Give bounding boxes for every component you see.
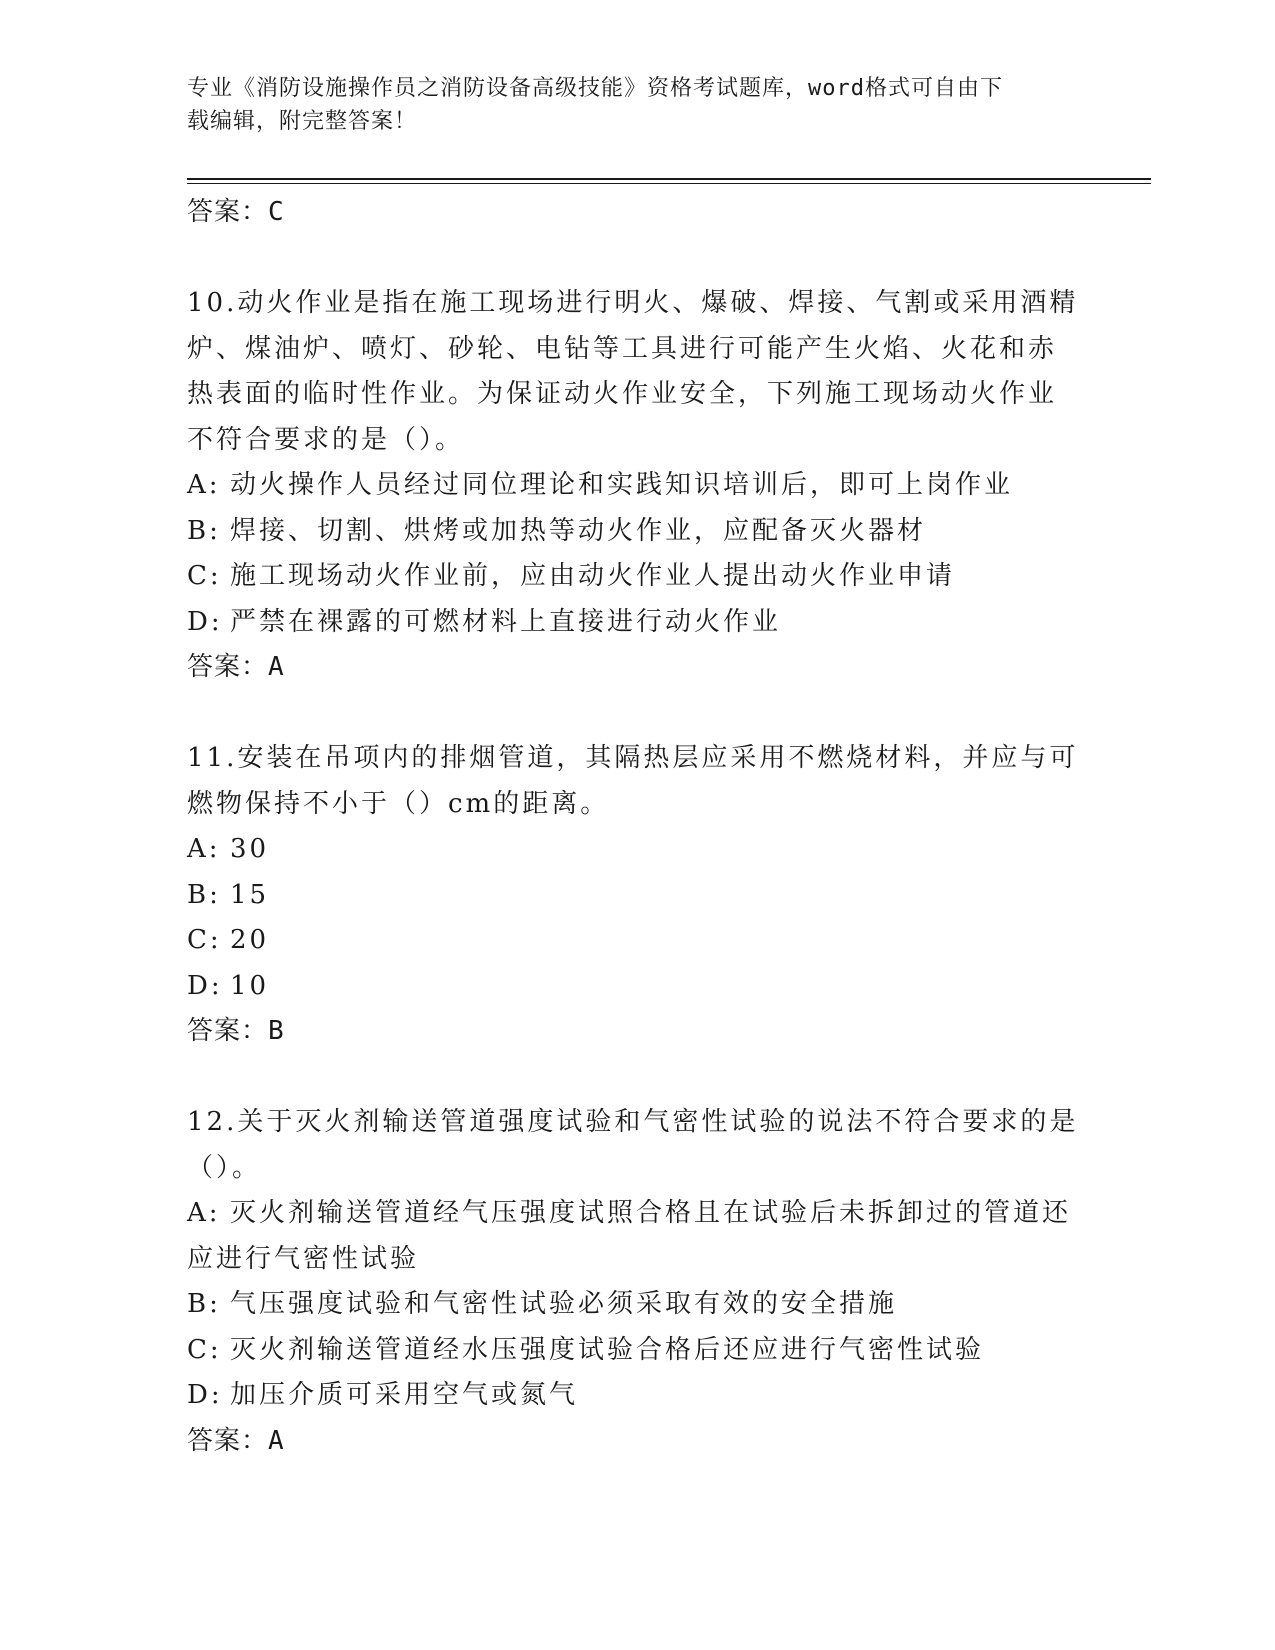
answer-label: 答案： [187, 197, 269, 227]
option-text: 气压强度试验和气密性试验必须采取有效的安全措施 [230, 1289, 898, 1319]
question-answer [187, 1009, 1087, 1055]
spacer [187, 236, 1087, 282]
answer-label: 答案： [187, 652, 269, 682]
previous-answer [187, 190, 1087, 236]
document-header [187, 72, 1067, 138]
question-text-line: 不符合要求的是（）。 [187, 424, 465, 455]
option-text: 加压介质可采用空气或氮气 [230, 1380, 579, 1410]
option-key: A: [187, 834, 221, 864]
answer-value: A [268, 652, 285, 682]
question-12 [187, 1100, 1087, 1464]
option-c [187, 554, 1087, 600]
question-text-line: 燃物保持不小于（）cm的距离。 [187, 788, 610, 819]
option-key: B: [187, 879, 221, 910]
answer-value: C [268, 197, 285, 227]
option-d [187, 600, 1087, 646]
option-a-continuation: 应进行气密性试验 [187, 1243, 420, 1274]
answer-value: A [268, 1425, 285, 1456]
header-divider-thin [187, 183, 1151, 184]
answer-label: 答案： [187, 1016, 269, 1046]
option-text: 20 [230, 925, 270, 955]
option-a [187, 827, 1087, 873]
option-text: 灭火剂输送管道经水压强度试验合格后还应进行气密性试验 [230, 1334, 985, 1365]
question-text-line: 炉、煤油炉、喷灯、砂轮、电钻等工具进行可能产生火焰、火花和赤 [187, 333, 1058, 364]
option-text: 10 [230, 970, 270, 1001]
option-d [187, 1373, 1087, 1419]
question-list [187, 190, 1087, 1464]
question-text-line: （）。 [187, 1152, 262, 1183]
option-key: B: [187, 1289, 221, 1319]
question-11 [187, 736, 1087, 1055]
option-b [187, 1282, 1087, 1328]
option-key: A: [187, 1198, 221, 1228]
option-key: D: [187, 606, 223, 637]
header-line-2: 载编辑，附完整答案！ [187, 109, 418, 134]
header-divider-thick [187, 178, 1151, 180]
option-key: C: [187, 561, 222, 591]
option-c [187, 1328, 1087, 1374]
option-text: 15 [230, 879, 270, 910]
question-text-line: 12.关于灭火剂输送管道强度试验和气密性试验的说法不符合要求的是 [187, 1107, 1079, 1137]
question-10 [187, 281, 1087, 691]
question-answer [187, 1419, 1087, 1465]
option-b [187, 873, 1087, 919]
answer-label: 答案： [187, 1425, 269, 1456]
spacer [187, 691, 1087, 737]
question-text-line: 11.安装在吊项内的排烟管道，其隔热层应采用不燃烧材料，并应与可 [187, 743, 1079, 773]
option-key: C: [187, 1334, 222, 1365]
option-key: A: [187, 470, 221, 500]
option-text: 动火操作人员经过同位理论和实践知识培训后，即可上岗作业 [230, 470, 1014, 500]
option-text: 30 [230, 834, 270, 864]
answer-value: B [268, 1016, 285, 1046]
option-b [187, 509, 1087, 555]
question-text-line: 热表面的临时性作业。为保证动火作业安全，下列施工现场动火作业 [187, 379, 1058, 409]
option-text: 灭火剂输送管道经气压强度试照合格且在试验后未拆卸过的管道还 [230, 1198, 1072, 1228]
spacer [187, 1055, 1087, 1101]
option-text: 严禁在裸露的可燃材料上直接进行动火作业 [230, 606, 782, 637]
option-c [187, 918, 1087, 964]
option-key: C: [187, 925, 222, 955]
option-d [187, 964, 1087, 1010]
option-key: B: [187, 515, 221, 546]
option-a [187, 463, 1087, 509]
option-text: 焊接、切割、烘烤或加热等动火作业，应配备灭火器材 [230, 515, 927, 546]
option-key: D: [187, 970, 223, 1001]
option-key: D: [187, 1380, 223, 1410]
question-text-line: 10.动火作业是指在施工现场进行明火、爆破、焊接、气割或采用酒精 [187, 288, 1079, 318]
option-a [187, 1191, 1087, 1237]
header-line-1: 专业《消防设施操作员之消防设备高级技能》资格考试题库，word格式可自由下 [187, 76, 1003, 101]
option-text: 施工现场动火作业前，应由动火作业人提出动火作业申请 [230, 561, 956, 591]
question-answer [187, 645, 1087, 691]
